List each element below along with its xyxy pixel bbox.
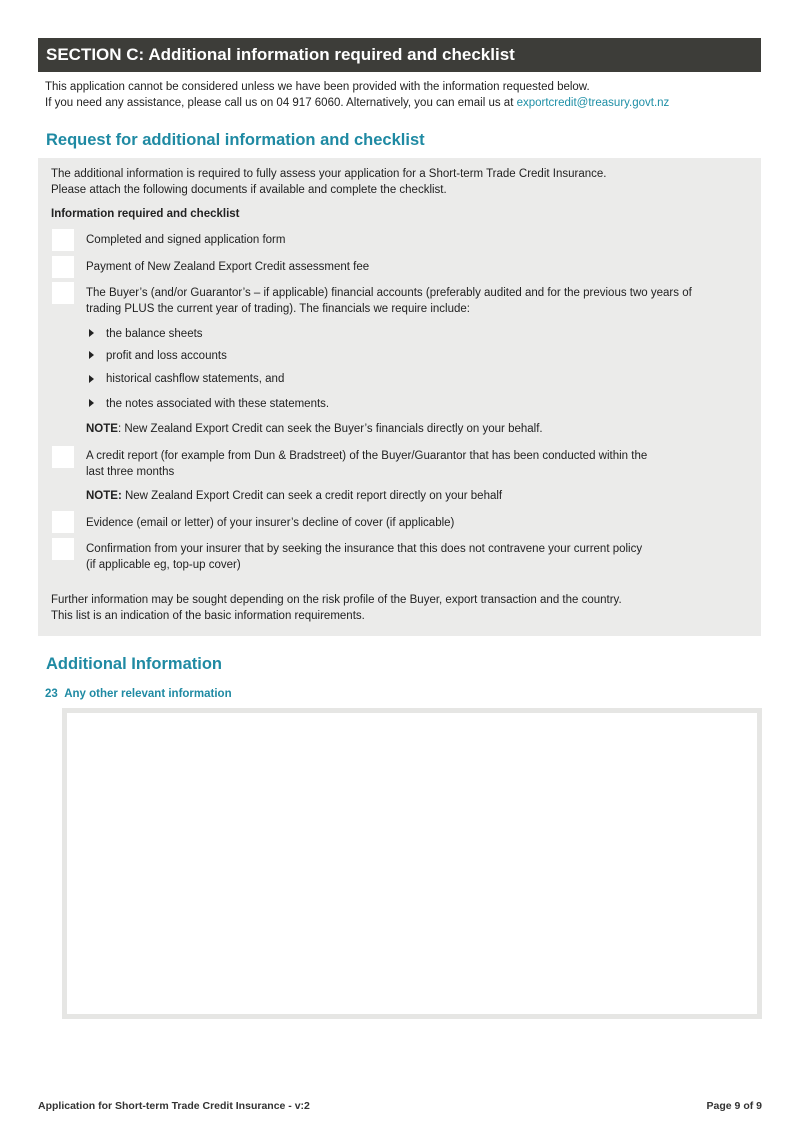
checklist-label: Completed and signed application form xyxy=(86,234,286,246)
checklist-label: last three months xyxy=(86,466,175,478)
further-info-text: Further information may be sought depending on the risk profile of the Buyer, export transaction and the country. xyxy=(51,594,622,606)
bullet-item: the notes associated with these statements. xyxy=(106,398,330,410)
note-text: New Zealand Export Credit can seek a credit report directly on your behalf xyxy=(121,490,503,502)
checklist-subheading: Information required and checklist xyxy=(51,208,240,220)
bullet-arrow-icon xyxy=(89,399,94,407)
checkbox-insurer-decline[interactable] xyxy=(52,511,74,533)
bullet-arrow-icon xyxy=(89,351,94,359)
further-info-text: This list is an indication of the basic information requirements. xyxy=(51,610,365,622)
bullet-item: historical cashflow statements, and xyxy=(106,373,285,385)
bullet-item: the balance sheets xyxy=(106,328,203,340)
panel-text: Please attach the following documents if available and complete the checklist. xyxy=(51,184,447,196)
checklist-label: Evidence (email or letter) of your insurer’s decline of cover (if applicable) xyxy=(86,517,455,529)
note-text: : New Zealand Export Credit can seek the Buyer’s financials directly on your behalf. xyxy=(117,423,543,435)
question-23-label xyxy=(45,688,232,700)
other-information-textarea[interactable] xyxy=(62,708,762,1019)
intro-line xyxy=(45,95,669,111)
question-text: Any other relevant information xyxy=(64,688,232,700)
intro-line: This application cannot be considered unless we have been provided with the information requested below. xyxy=(45,81,590,93)
note-credit-report xyxy=(86,488,502,504)
intro-text xyxy=(45,79,669,111)
checkbox-credit-report[interactable] xyxy=(52,446,74,468)
note-label: NOTE xyxy=(86,423,118,435)
checkbox-financial-accounts[interactable] xyxy=(52,282,74,304)
question-number: 23 xyxy=(45,688,58,700)
bullet-arrow-icon xyxy=(89,375,94,383)
checklist-label: A credit report (for example from Dun & Bradstreet) of the Buyer/Guarantor that has been conducted within the xyxy=(86,450,648,462)
note-financials xyxy=(86,421,543,437)
checklist-label: Confirmation from your insurer that by seeking the insurance that this does not contravene your current policy xyxy=(86,543,643,555)
checkbox-insurer-confirmation[interactable] xyxy=(52,538,74,560)
request-heading: Request for additional information and checklist xyxy=(46,131,425,149)
additional-heading: Additional Information xyxy=(46,655,222,673)
checklist-label: (if applicable eg, top-up cover) xyxy=(86,559,241,571)
checklist-label: Payment of New Zealand Export Credit assessment fee xyxy=(86,261,370,273)
section-header: SECTION C: Additional information required and checklist xyxy=(38,38,761,72)
checklist-label: The Buyer’s (and/or Guarantor’s – if applicable) financial accounts (preferably audited and for the previous two years of xyxy=(86,287,692,299)
checklist-label: trading PLUS the current year of trading). The financials we require include: xyxy=(86,303,470,315)
intro-line-text: If you need any assistance, please call us on 04 917 6060. Alternatively, you can email us at xyxy=(45,97,517,109)
email-link[interactable]: exportcredit@treasury.govt.nz xyxy=(516,97,670,109)
checkbox-assessment-fee[interactable] xyxy=(52,256,74,278)
bullet-arrow-icon xyxy=(89,329,94,337)
footer-title: Application for Short-term Trade Credit Insurance - v:2 xyxy=(38,1100,310,1112)
page-number: Page 9 of 9 xyxy=(706,1100,762,1112)
note-label: NOTE: xyxy=(86,490,122,502)
panel-text: The additional information is required to fully assess your application for a Short-term Trade Credit Insurance. xyxy=(51,168,607,180)
bullet-item: profit and loss accounts xyxy=(106,350,227,362)
checkbox-application-form[interactable] xyxy=(52,229,74,251)
